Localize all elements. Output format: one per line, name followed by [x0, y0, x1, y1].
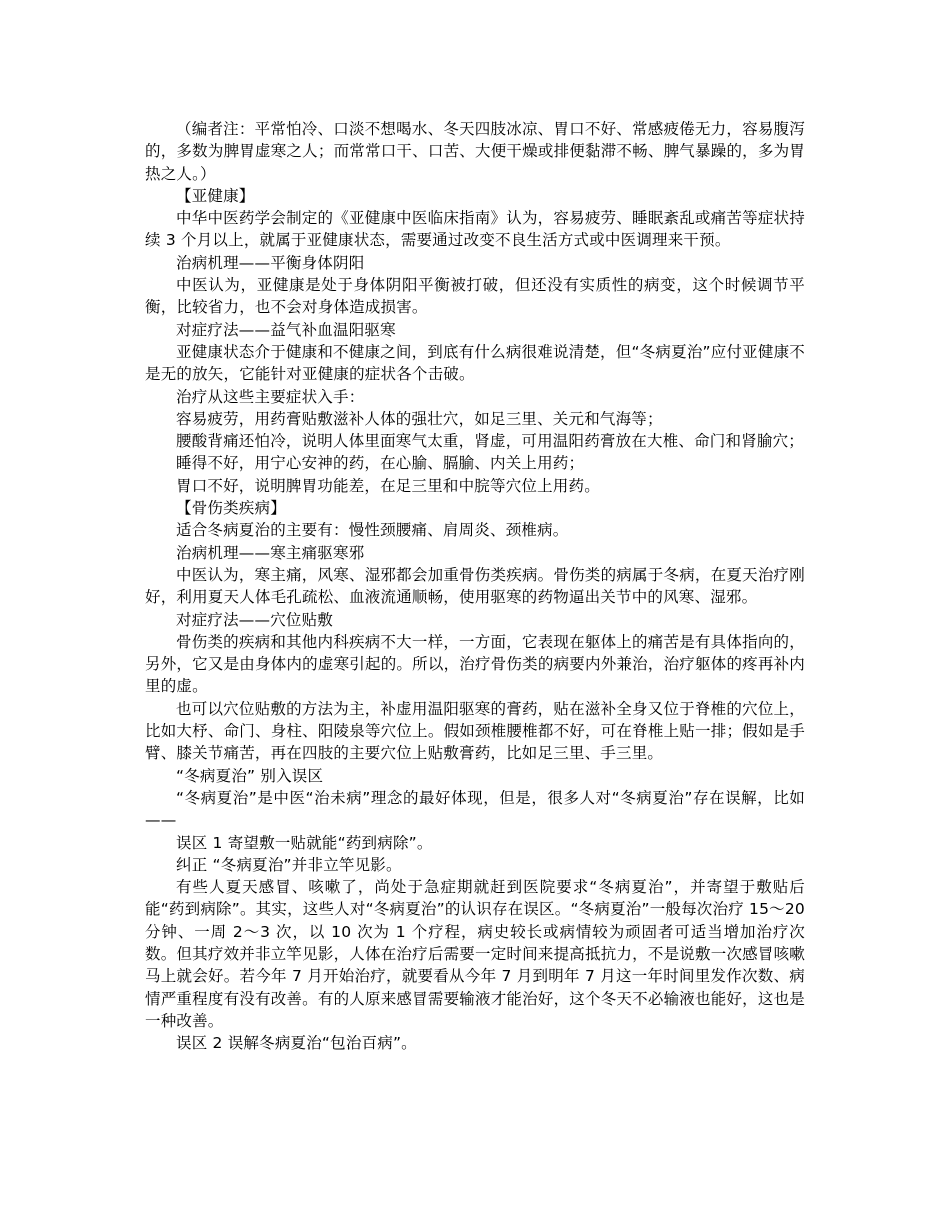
list-item: 胃口不好，说明脾胃功能差，在足三里和中脘等穴位上用药。: [176, 476, 600, 495]
list-item: 睡得不好，用宁心安神的药，在心腧、膈腧、内关上用药；: [176, 454, 585, 473]
list-item: 容易疲劳，用药膏贴敷滋补人体的强壮穴，如足三里、关元和气海等；: [176, 409, 663, 428]
subheading-therapy: 对症疗法——益气补血温阳驱寒: [176, 320, 396, 339]
editor-note-paragraph: （编者注：平常怕冷、口淡不想喝水、冬天四肢冰凉、胃口不好、常感疲倦无力，容易腹泻的，多数为脾胃虚寒之人；而常常口干、口苦、大便干燥或排便黏滞不畅、脾气暴躁的，多为胃热之人。）: [145, 120, 805, 183]
misconception-item: 误区 2 误解冬病夏治“包治百病”。: [176, 1034, 417, 1053]
section-heading-subhealth: 【亚健康】: [176, 186, 255, 205]
body-paragraph: 适合冬病夏治的主要有：慢性颈腰痛、肩周炎、颈椎病。: [176, 521, 569, 540]
section-heading-misconceptions: “冬病夏治” 别入误区: [176, 766, 324, 785]
body-paragraph: 也可以穴位贴敷的方法为主，补虚用温阳驱寒的膏药，贴在滋补全身又位于脊椎的穴位上，比如大杼、命门、身柱、阳陵泉等穴位上。假如颈椎腰椎都不好，可在脊椎上贴一排；假如是手臂、膝关节痛苦，再在四肢的主要穴位上贴敷膏药，比如足三里、手三里。: [145, 699, 805, 763]
list-item: 腰酸背痛还怕冷，说明人体里面寒气太重，肾虚，可用温阳药膏放在大椎、命门和肾腧穴；: [176, 432, 805, 451]
section-heading-bone-injury: 【骨伤类疾病】: [176, 499, 286, 518]
body-paragraph: 治疗从这些主要症状入手：: [176, 387, 365, 406]
body-paragraph: 骨伤类的疾病和其他内科疾病不大一样，一方面，它表现在躯体上的痛苦是有具体指向的，另外，它又是由身体内的虚寒引起的。所以，治疗骨伤类的病要内外兼治，治疗躯体的疼再补内里的虚。: [145, 632, 805, 696]
body-paragraph: 中医认为，亚健康是处于身体阴阳平衡被打破，但还没有实质性的病变，这个时候调节平衡，比较省力，也不会对身体造成损害。: [145, 276, 805, 317]
body-paragraph: 有些人夏天感冒、咳嗽了，尚处于急症期就赶到医院要求“冬病夏治”，并寄望于敷贴后能“药到病除”。其实，这些人对“冬病夏治”的认识存在误区。“冬病夏治”一般每次治疗 15～20 分钟、一周 2～3 次，以 10 次为 1 个疗程，病史较长或病情较为顽固者可适当增加治疗次数。但其疗效并非立竿见影，人体在治疗后需要一定时间来提高抵抗力，不是说敷一次感冒咳嗽马上就会好。若今年 7 月开始治疗，就要看从今年 7 月到明年 7 月这一年时间里发作次数、病情严重程度有没有改善。有的人原来感冒需要输液才能治好，这个冬天不必输液也能好，这也是一种改善。: [145, 878, 805, 1030]
document-body: [145, 118, 805, 1054]
subheading-mechanism: 治病机理——平衡身体阴阳: [176, 253, 365, 272]
body-paragraph: 中华中医药学会制定的《亚健康中医临床指南》认为，容易疲劳、睡眠紊乱或痛苦等症状持续 3 个月以上，就属于亚健康状态，需要通过改变不良生活方式或中医调理来干预。: [145, 209, 805, 250]
correction-item: 纠正 “冬病夏治”并非立竿见影。: [176, 855, 402, 874]
body-paragraph: 亚健康状态介于健康和不健康之间，到底有什么病很难说清楚，但“冬病夏治”应付亚健康不是无的放矢，它能针对亚健康的症状各个击破。: [145, 342, 805, 384]
subheading-therapy: 对症疗法——穴位贴敷: [176, 610, 334, 629]
body-paragraph: “冬病夏治”是中医“治未病”理念的最好体现，但是，很多人对“冬病夏治”存在误解，比如——: [145, 788, 805, 830]
subheading-mechanism: 治病机理——寒主痛驱寒邪: [176, 543, 365, 562]
misconception-item: 误区 1 寄望敷一贴就能“药到病除”。: [176, 833, 433, 852]
body-paragraph: 中医认为，寒主痛，风寒、湿邪都会加重骨伤类疾病。骨伤类的病属于冬病，在夏天治疗刚好，利用夏天人体毛孔疏松、血液流通顺畅，使用驱寒的药物逼出关节中的风寒、湿邪。: [145, 565, 805, 607]
